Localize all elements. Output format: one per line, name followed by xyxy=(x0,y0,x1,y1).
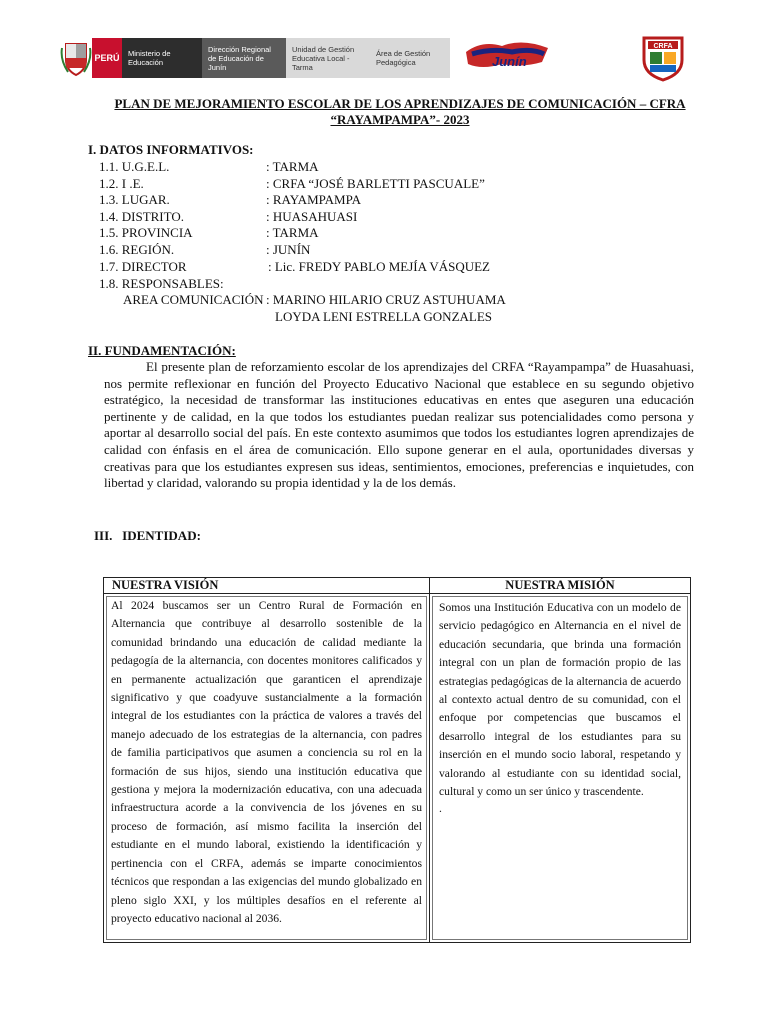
crfa-logo-text: CRFA xyxy=(653,43,673,50)
ugel-label: Unidad de Gestión Educativa Local - Tarma xyxy=(286,38,370,78)
datos-label: 1.2. I .E. xyxy=(99,176,144,191)
mision-box xyxy=(432,596,688,940)
fundamentacion-heading: II. FUNDAMENTACIÓN: xyxy=(88,343,236,358)
responsables-label: 1.8. RESPONSABLES: xyxy=(99,276,224,291)
datos-heading: I. DATOS INFORMATIVOS: xyxy=(88,142,254,157)
vision-mision-table xyxy=(103,577,691,943)
document-title-line2: “RAYAMPAMPA”- 2023 xyxy=(330,112,470,127)
mision-text: Somos una Institución Educativa con un modelo de servicio pedagógico en Alternancia en el nivel de educación secundaria, que brinda una formación integral con un plan de formación propio de las estrategias pedagógicas de la alternancia de acuerdo al contexto actual dentro de su comunidad, con el enfoque por competencias que buscamos el desarrollo integral de los estudiantes para su inserción en el mundo socio laboral, respetando y valorando al estudiante con su identidad social, cultural y como un ser único y trascendente. xyxy=(439,601,681,799)
datos-value: : JUNÍN xyxy=(266,242,311,257)
datos-label: 1.5. PROVINCIA xyxy=(99,225,193,240)
document-title-line1: PLAN DE MEJORAMIENTO ESCOLAR DE LOS APRENDIZAJES DE COMUNICACIÓN – CFRA xyxy=(114,96,686,111)
vision-header: NUESTRA VISIÓN xyxy=(104,578,430,594)
junin-region-logo xyxy=(462,38,552,72)
mision-dot: . xyxy=(439,802,442,816)
datos-label: 1.7. DIRECTOR xyxy=(99,259,187,274)
direccion-regional-label: Dirección Regional de Educación de Junín xyxy=(202,38,286,78)
datos-value: : TARMA xyxy=(266,159,319,174)
identidad-heading: III. IDENTIDAD: xyxy=(94,528,201,543)
peru-label: PERÚ xyxy=(92,38,122,78)
fundamentacion-text: El presente plan de reforzamiento escolar de los aprendizajes del CRFA “Rayampampa” de Huasahuasi, nos permite reflexionar en función del Proyecto Educativo Nacional que establece en su segundo objetivo estratégico, la necesidad de transformar las instituciones educativas en entes que aseguren una educación pertinente y de calidad, en la que todos los estudiantes puedan realizar sus potencialidades como persona y aportar al desarrollo social del país. En este contexto asumimos que todos los estudiantes logren aprendizajes de calidad con énfasis en el área de comunicación. Ello supone generar en el aula, oportunidades diversas y creativas para que los estudiantes expresen sus ideas, sentimientos, emociones, preferencias e inquietudes, con libertad y claridad, valorando su propia identidad y la de los demás. xyxy=(104,359,694,491)
datos-label: 1.1. U.G.E.L. xyxy=(99,159,170,174)
datos-value: : CRFA “JOSÉ BARLETTI PASCUALE” xyxy=(266,176,485,191)
crfa-emblem-logo xyxy=(638,32,688,82)
datos-label: 1.4. DISTRITO. xyxy=(99,209,184,224)
ministerio-label: Ministerio de Educación xyxy=(122,38,202,78)
responsable-2: LOYDA LENI ESTRELLA GONZALES xyxy=(275,309,493,324)
fundamentacion-paragraph xyxy=(104,359,694,492)
peru-coat-of-arms-icon xyxy=(60,38,92,78)
datos-value: : TARMA xyxy=(266,225,319,240)
mision-cell xyxy=(430,594,691,943)
datos-value: : RAYAMPAMPA xyxy=(266,192,362,207)
datos-label: 1.6. REGIÓN. xyxy=(99,242,175,257)
responsable-1: : MARINO HILARIO CRUZ ASTUHUAMA xyxy=(266,292,506,307)
vision-text: Al 2024 buscamos ser un Centro Rural de Formación en Alternancia que contribuye al desarrollo sostenible de la comunidad brindando una educación de calidad mediante la pedagogía de la alternancia, con docentes monitores calificados y en permanente actualización que garanticen el aprendizaje significativo y que coadyuve sustancialmente a la formación integral de los estudiantes con la práctica de valores a través del manejo adecuado de los estrategias de la alternancia, con padres de familia participativos que asumen a conciencia su rol en la formación de sus hijos, siendo una institución educativa que gestiona y mejora la modernización educativa, con una adecuada infraestructura acorde a la convivencia de los jóvenes en su proceso de formación, así mismo facilita la inserción del estudiante en el mundo laboral, existiendo la identificación y pertinencia con el CRFA, además se imparte conocimientos técnicos que respondan a las exigencias del mundo globalizado en pleno siglo XXI, y los múltiples desafíos en el referente al proyecto educativo nacional al 2036. xyxy=(106,596,427,940)
vision-cell xyxy=(104,594,430,943)
junin-logo-text: Junín xyxy=(492,54,527,69)
mision-header: NUESTRA MISIÓN xyxy=(430,578,691,594)
datos-label: 1.3. LUGAR. xyxy=(99,192,170,207)
datos-value: : HUASAHUASI xyxy=(266,209,358,224)
area-comunicacion-label: AREA COMUNICACIÓN xyxy=(123,292,264,307)
area-gestion-label: Área de Gestión Pedagógica xyxy=(370,38,450,78)
peru-minedu-banner xyxy=(60,38,450,78)
document-header xyxy=(60,38,720,88)
datos-value: : Lic. FREDY PABLO MEJÍA VÁSQUEZ xyxy=(268,259,490,274)
